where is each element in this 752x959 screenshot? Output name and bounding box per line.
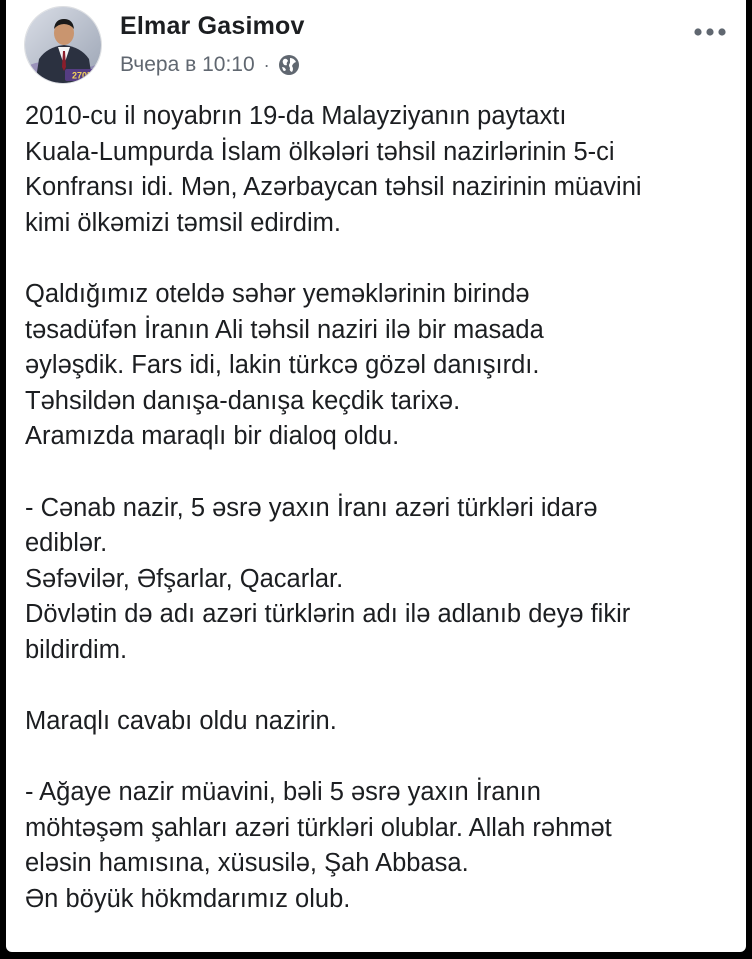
post-paragraph [25, 775, 740, 917]
text-line: kimi ölkəmizi təmsil edirdim. [25, 208, 341, 237]
more-options-icon [693, 27, 727, 37]
text-line: Kuala-Lumpurda İslam ölkələri təhsil nazirlərinin 5-ci [25, 137, 615, 166]
meta-separator: · [263, 54, 270, 75]
post-card [6, 0, 746, 952]
text-line: Konfransı idi. Mən, Azərbaycan təhsil nazirinin müavini [25, 173, 642, 202]
text-line: Səfəvilər, Əfşarlar, Qacarlar. [25, 564, 344, 593]
text-line: əyləşdik. Fars idi, lakin türkcə gözəl danışırdı. [25, 351, 540, 380]
text-line: Təhsildən danışa-danışa keçdik tarixə. [25, 386, 461, 415]
text-line: bildirdim. [25, 635, 128, 664]
text-line: Ən böyük hökmdarımız olub. [25, 885, 351, 914]
more-options-button[interactable] [688, 18, 732, 46]
post-paragraph [25, 491, 740, 669]
text-line: Qaldığımız oteldə səhər yeməklərinin birində [25, 279, 530, 308]
post-paragraph [25, 277, 740, 455]
text-line: 2010-cu il noyabrın 19-da Malayziyanın paytaxtı [25, 102, 567, 130]
post-paragraph [25, 704, 740, 740]
text-line: Aramızda maraqlı bir dialoq oldu. [25, 422, 400, 451]
post-paragraph [25, 99, 740, 241]
avatar-badge: 2705 [71, 70, 93, 81]
avatar[interactable] [24, 6, 102, 84]
text-line: - Cənab nazir, 5 əsrə yaxın İranı azəri türkləri idarə [25, 493, 598, 522]
text-line: Maraqlı cavabı oldu nazirin. [25, 707, 337, 736]
text-line: Dövlətin də adı azəri türklərin adı ilə adlanıb deyə fikir [25, 600, 631, 629]
post-timestamp[interactable]: Вчера в 10:10 [120, 53, 255, 76]
post-text [25, 99, 740, 918]
text-line: təsadüfən İranın Ali təhsil naziri ilə bir masada [25, 315, 544, 344]
text-line: möhtəşəm şahları azəri türkləri olublar. Allah rəhmət [25, 813, 612, 842]
globe-icon[interactable] [278, 54, 300, 76]
text-line: ediblər. [25, 529, 108, 558]
text-line: - Ağaye nazir müavini, bəli 5 əsrə yaxın İranın [25, 778, 541, 807]
post-header [6, 0, 746, 92]
text-line: eləsin hamısına, xüsusilə, Şah Abbasa. [25, 849, 469, 878]
avatar-photo [25, 7, 102, 84]
author-name[interactable]: Elmar Gasimov [120, 12, 305, 40]
post-meta [120, 52, 300, 78]
